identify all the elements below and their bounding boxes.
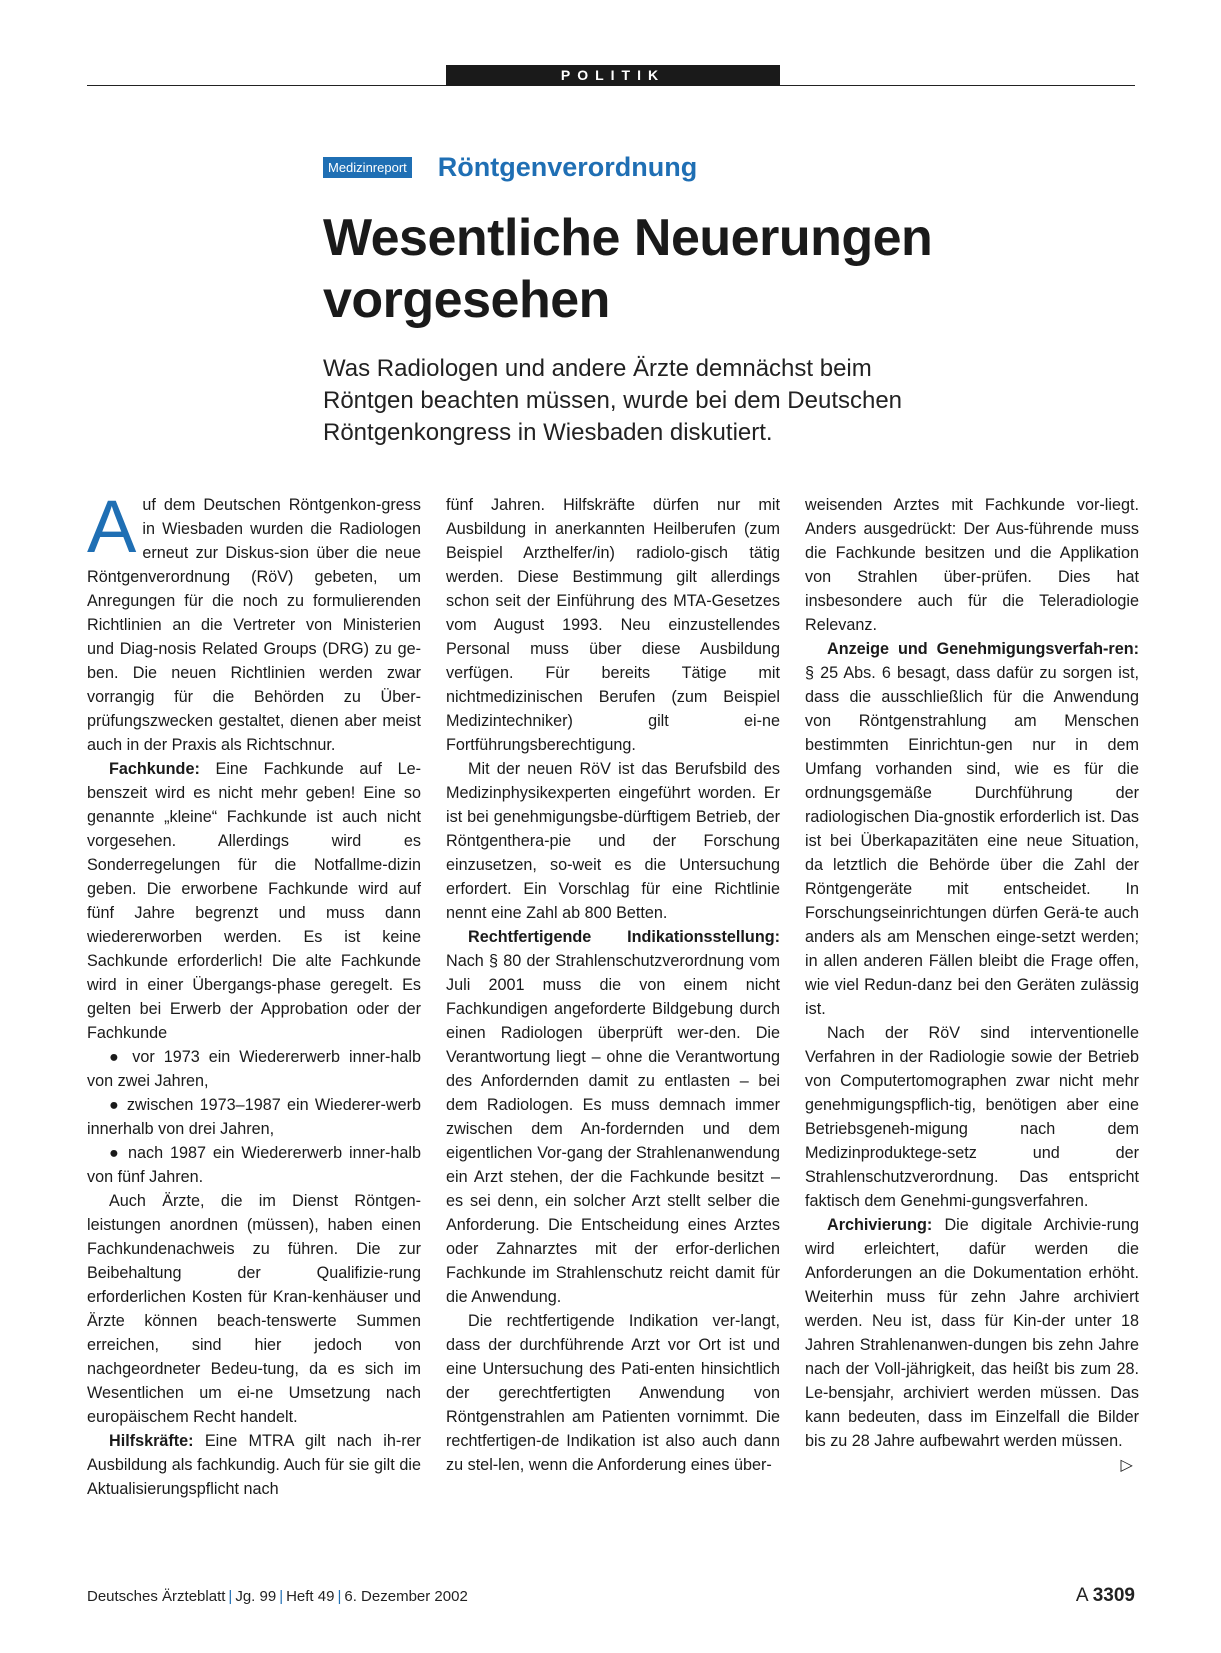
paragraph-text: Eine MTRA gilt nach ih-rer Ausbildung als fachkundig. Auch für sie gilt die Aktualisierungspflicht nach bbox=[87, 1432, 421, 1498]
page-number-value: 3309 bbox=[1092, 1585, 1135, 1606]
keyword: Archivierung: bbox=[827, 1216, 933, 1234]
section-label: POLITIK bbox=[446, 65, 780, 86]
separator: | bbox=[228, 1588, 233, 1605]
paragraph-text: uf dem Deutschen Röntgenkon-gress in Wiesbaden wurden die Radiologen erneut zur Diskus-sion über die neue Röntgenverordnung (RöV) gebeten, um Anregungen für die noch zu formulierenden Richtlinien an die Vertreter von Ministerien und Diag-nosis Related Groups (DRG) zu ge-ben. Die neuen Richtlinien werden zwar vorrangig für die Behörden zu Über-prüfungszwecken gestaltet, dienen aber meist auch in der Praxis als Richtschnur. bbox=[87, 496, 421, 754]
page-footer bbox=[87, 1585, 1135, 1606]
paragraph: fünf Jahren. Hilfskräfte dürfen nur mit Ausbildung in anerkannten Heilberufen (zum Beispiel Arzthelfer/in) radiolo-gisch tätig werden. Diese Bestimmung gilt allerdings schon seit der Einführung des MTA-Gesetzes vom August 1993. Neu einzustellendes Personal muss über diese Ausbildung verfügen. Für bereits Tätige mit nichtmedizinischen Berufen (zum Beispiel Medizintechniker) gilt ei-ne Fortführungsberechtigung. bbox=[446, 496, 780, 754]
separator: | bbox=[337, 1588, 342, 1605]
continue-arrow-icon: ▷ bbox=[1120, 1456, 1133, 1474]
paragraph bbox=[87, 1429, 421, 1501]
list-item: ● vor 1973 ein Wiedererwerb inner-halb von zwei Jahren, bbox=[87, 1048, 421, 1090]
journal-name: Deutsches Ärzteblatt bbox=[87, 1588, 226, 1605]
paragraph bbox=[805, 1213, 1139, 1474]
issue: Heft 49 bbox=[286, 1588, 335, 1605]
paragraph bbox=[446, 925, 780, 1309]
text-column-3 bbox=[805, 493, 1139, 1477]
paragraph: weisenden Arztes mit Fachkunde vor-liegt. Anders ausgedrückt: Der Aus-führende muss die Fachkunde besitzen und die Applikation von Strahlen über-prüfen. Dies hat insbesondere auch für die Teleradiologie Relevanz. bbox=[805, 496, 1139, 634]
paragraph: Nach der RöV sind interventionelle Verfahren in der Radiologie sowie der Betrieb von Computertomographen zwar nicht mehr genehmigungspflich-tig, benötigen aber eine Betriebsgeneh-migung nach dem Medizinproduktege-setz und der Strahlenschutzverordnung. Das entspricht faktisch dem Genehmi-gungsverfahren. bbox=[805, 1024, 1139, 1210]
category-badge: Medizinreport bbox=[323, 157, 412, 178]
paragraph-text: Die digitale Archivie-rung wird erleichtert, dafür werden die Anforderungen an die Dokumentation erhöht. Weiterhin muss für zehn Jahre archiviert werden. Neu ist, dass für Kin-der unter 18 Jahren Strahlenanwen-dungen bis zehn Jahre nach der Voll-jährigkeit, das heißt bis zum 28. Le-bensjahr, archiviert werden müssen. Das kann bedeuten, dass im Einzelfall die Bilder bis zu 28 Jahre aufbewahrt werden müssen. bbox=[805, 1216, 1139, 1450]
keyword: Anzeige und Genehmigungsverfah-ren: bbox=[827, 640, 1139, 658]
list-item: ● zwischen 1973–1987 ein Wiederer-werb innerhalb von drei Jahren, bbox=[87, 1096, 421, 1138]
article-deck bbox=[323, 353, 1043, 449]
keyword: Hilfskräfte: bbox=[109, 1432, 194, 1450]
text-column-2 bbox=[446, 493, 780, 1477]
topic-title: Röntgenverordnung bbox=[437, 152, 698, 182]
paragraph: Auch Ärzte, die im Dienst Röntgen-leistungen anordnen (müssen), haben einen Fachkundenachweis zu führen. Die zur Beibehaltung der Qualifizie-rung erforderlichen Kosten für Kran-kenhäuser und Ärzte können beach-tenswerte Summen erreichen, sind hier jedoch von nachgeordneter Bedeu-tung, da es sich im Wesentlichen um ei-ne Umsetzung nach europäischem Recht handelt. bbox=[87, 1192, 421, 1426]
paragraph: Die rechtfertigende Indikation ver-langt, dass der durchführende Arzt vor Ort ist und eine Untersuchung des Pati-enten hinsichtlich der gerechtfertigten Anwendung von Röntgenstrahlen am Patienten vornimmt. Die rechtfertigen-de Indikation ist also auch dann zu stel-len, wenn die Anforderung eines über- bbox=[446, 1312, 780, 1474]
headline-line-1: Wesentliche Neuerungen bbox=[323, 209, 933, 267]
drop-cap: A bbox=[87, 485, 137, 568]
separator: | bbox=[279, 1588, 284, 1605]
deck-line-1: Was Radiologen und andere Ärzte demnächst beim bbox=[323, 355, 872, 382]
paragraph bbox=[87, 485, 421, 757]
keyword: Rechtfertigende Indikationsstellung: bbox=[468, 928, 780, 946]
deck-line-2: Röntgen beachten müssen, wurde bei dem Deutschen bbox=[323, 387, 903, 414]
paragraph: Mit der neuen RöV ist das Berufsbild des Medizinphysikexperten eingeführt worden. Er ist bei genehmigungsbe-dürftigem Betrieb, der Röntgenthera-pie und der Forschung einzusetzen, so-weit es die Untersuchung erfordert. Ein Vorschlag für eine Richtlinie nennt eine Zahl ab 800 Betten. bbox=[446, 760, 780, 922]
list-item: ● nach 1987 ein Wiedererwerb inner-halb von fünf Jahren. bbox=[87, 1144, 421, 1186]
text-column-1 bbox=[87, 485, 421, 1501]
paragraph-text: Eine Fachkunde auf Le-benszeit wird es nicht mehr geben! Eine so genannte „kleine“ Fachkunde ist auch nicht vorgesehen. Allerdings wird es Sonderregelungen für die Notfallme-dizin geben. Die erworbene Fachkunde wird auf fünf Jahre begrenzt und muss dann wiedererworben werden. Es ist keine Sachkunde erforderlich! Die alte Fachkunde wird in einer Übergangs-phase geregelt. Es gelten bei Erwerb der Approbation oder der Fachkunde bbox=[87, 760, 421, 1042]
paragraph bbox=[87, 757, 421, 1045]
keyword: Fachkunde: bbox=[109, 760, 200, 778]
page-number bbox=[1076, 1585, 1135, 1607]
headline-line-2: vorgesehen bbox=[323, 271, 610, 329]
paragraph-text: § 25 Abs. 6 besagt, dass dafür zu sorgen ist, dass die ausschließlich für die Anwendung von Röntgenstrahlung am Menschen bestimmten Einrichtun-gen nur in dem Umfang vorhanden sind, wie es für die ordnungsgemäße Durchführung der radiologischen Dia-gnostik erforderlich ist. Das ist bei Überkapazitäten eine neue Situation, da letztlich die Behörde über die Zahl der Röntgengeräte mit entscheidet. In Forschungseinrichtungen dürfen Gerä-te auch anders als am Menschen einge-setzt werden; in allen anderen Fällen bleibt die Frage offen, wie viel Redun-danz bei den Geräten zulässig ist. bbox=[805, 664, 1139, 1018]
paragraph bbox=[805, 637, 1139, 1021]
article-headline bbox=[323, 207, 1083, 331]
kicker-row bbox=[323, 152, 697, 183]
deck-line-3: Röntgenkongress in Wiesbaden diskutiert. bbox=[323, 419, 773, 446]
page-prefix: A bbox=[1075, 1585, 1088, 1606]
volume: Jg. 99 bbox=[235, 1588, 277, 1605]
paragraph-text: Nach § 80 der Strahlenschutzverordnung vom Juli 2001 muss die von einem nicht Fachkundigen angeforderte Bildgebung durch einen Radiologen überprüft wer-den. Die Verantwortung liegt – ohne die Verantwortung des Anfordernden damit zu entlasten – bei dem Radiologen. Es muss demnach immer zwischen dem An-fordernden und dem eigentlichen Vor-gang der Strahlenanwendung ein Arzt stehen, der die Fachkunde besitzt – es sei denn, ein solcher Arzt stellt selber die Anforderung. Die Entscheidung eines Arztes oder Zahnarztes mit der erfor-derlichen Fachkunde im Strahlenschutz reicht damit für die Anwendung. bbox=[446, 952, 780, 1306]
issue-date: 6. Dezember 2002 bbox=[344, 1588, 468, 1605]
